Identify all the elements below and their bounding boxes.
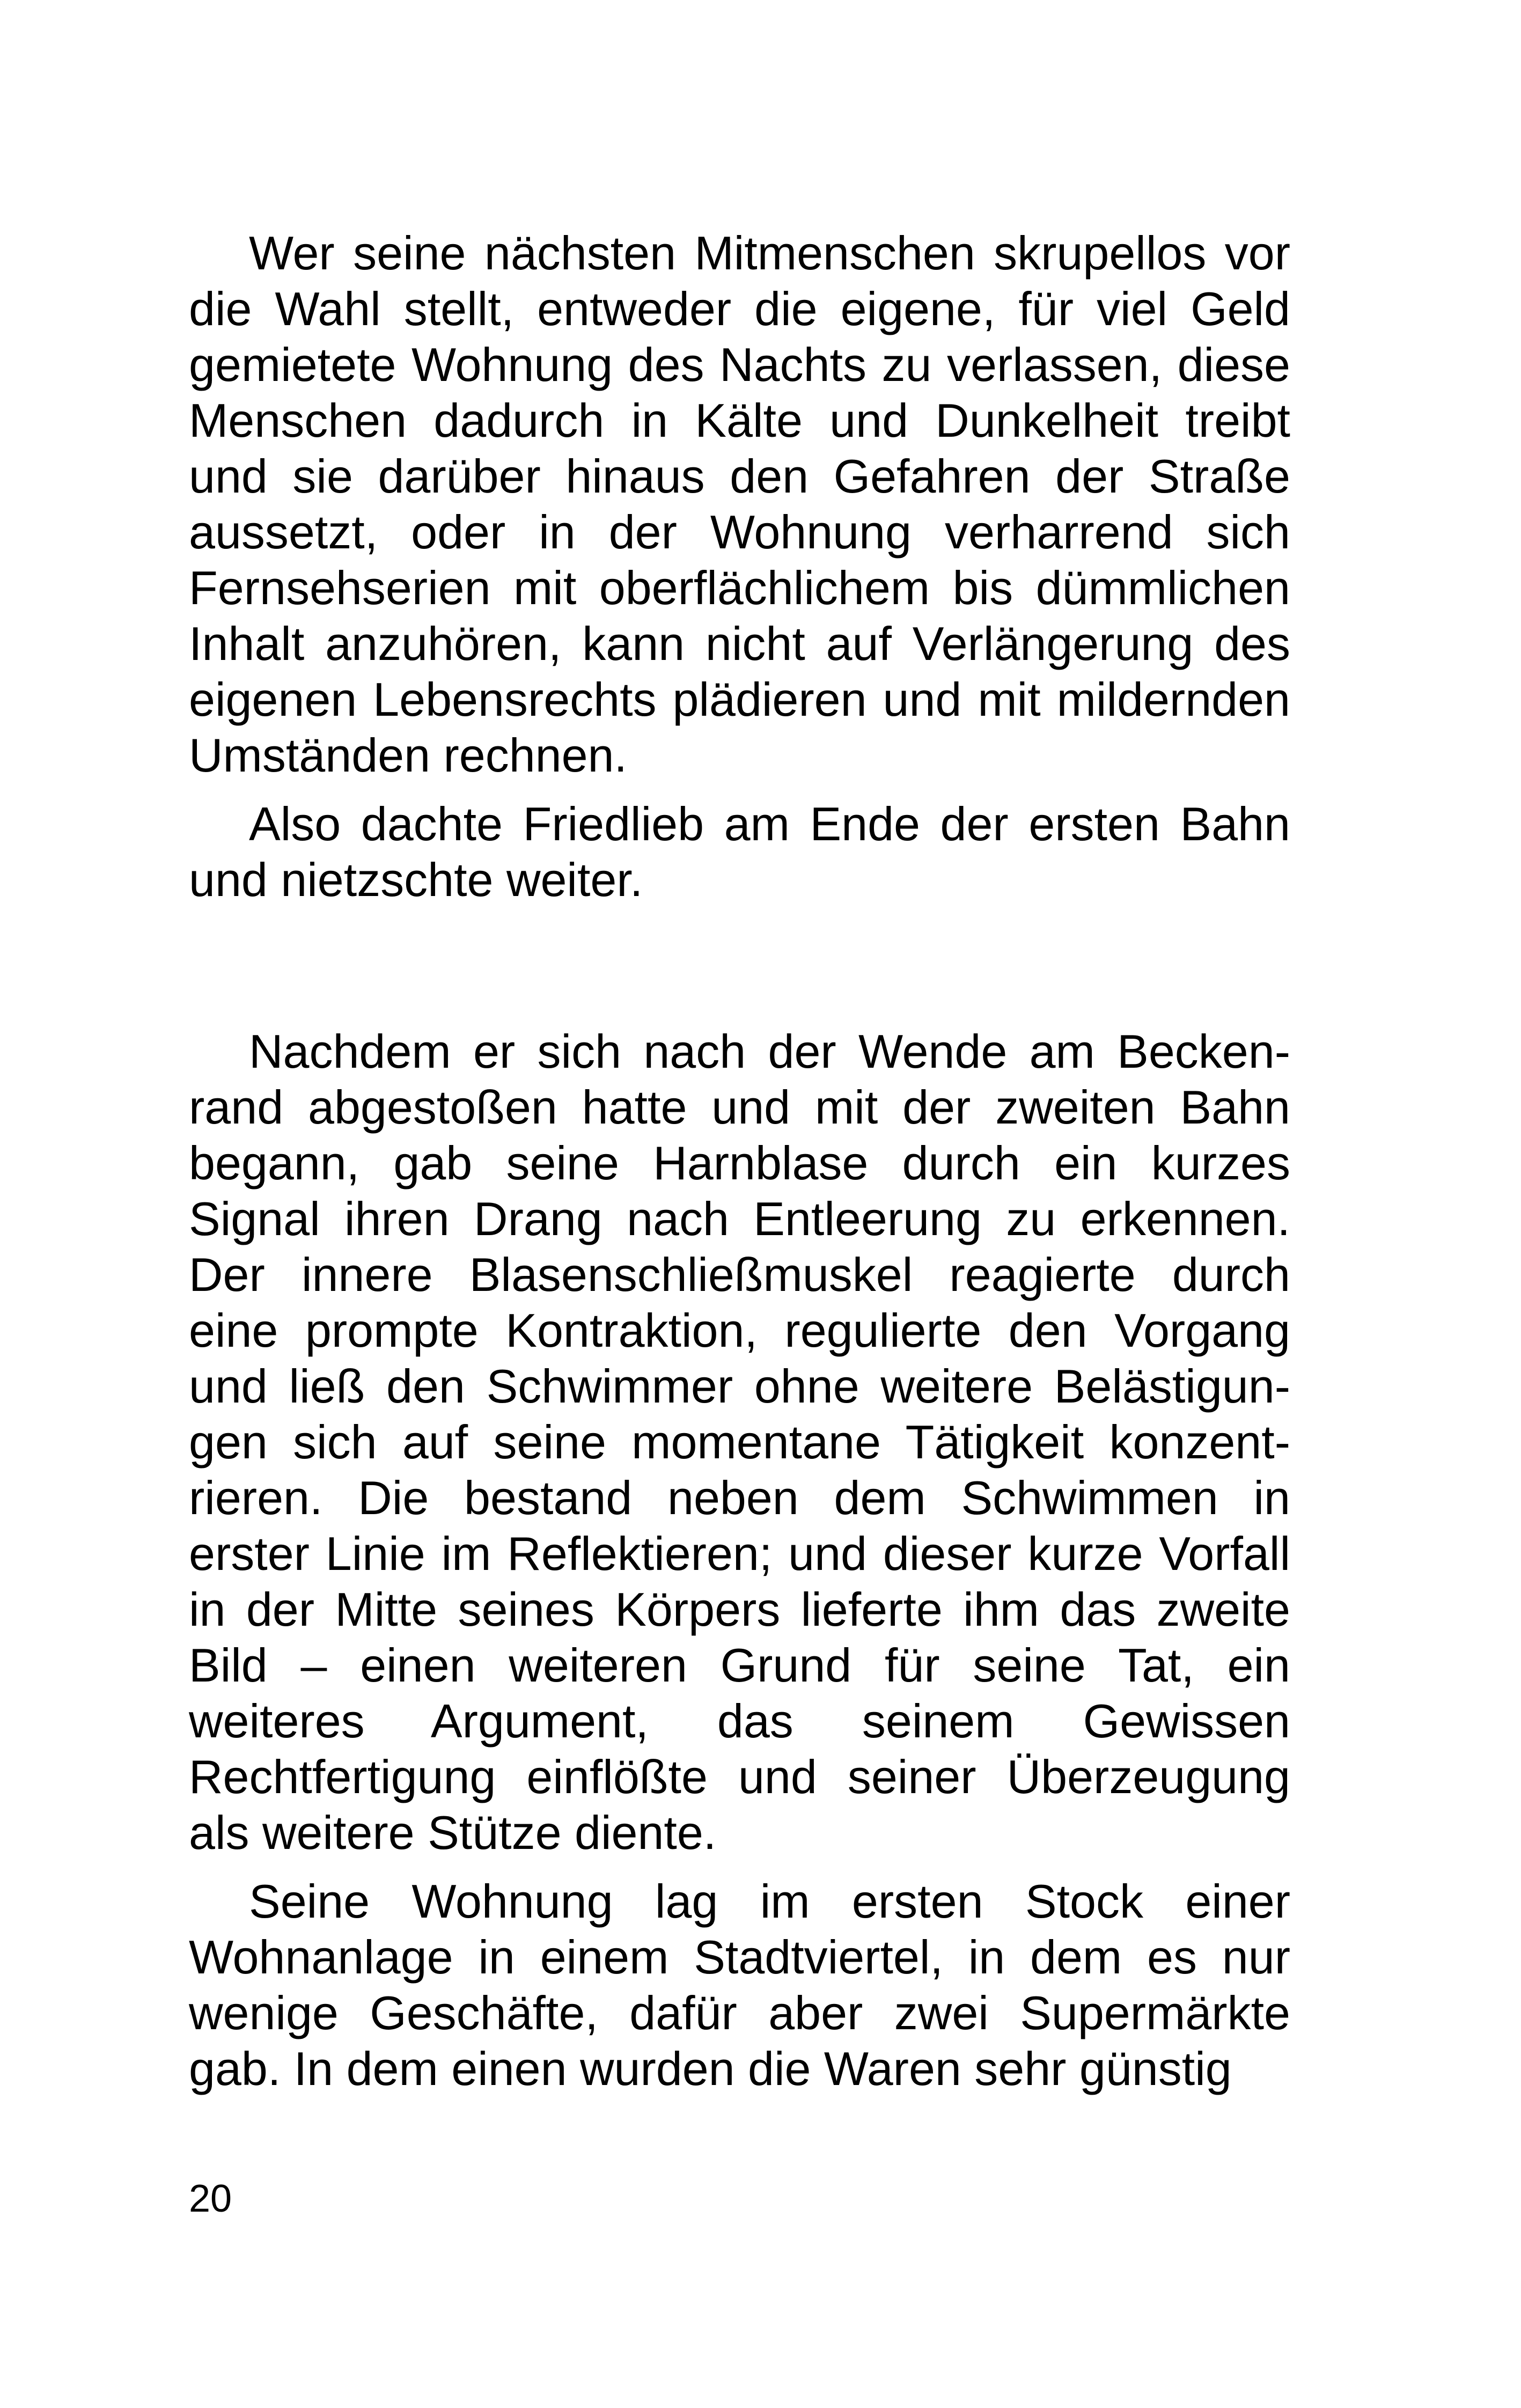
paragraph-spacer (189, 783, 1290, 796)
paragraph-1: Wer seine nächsten Mitmenschen skrupellos vor die Wahl stellt, entweder die eigene, für viel Geld gemietete Wohnung des Nachts zu verlassen, diese Menschen dadurch in Kälte und Dunkelheit treibt und sie darüber hinaus den Gefahren der Straße aussetzt, oder in der Wohnung verharrend sich Fernsehserien mit oberflächlichem bis dümmlichen Inhalt anzuhören, kann nicht auf Verlängerung des eigenen Lebensrechts plädieren und mit mildernden Umständen rechnen. (189, 226, 1290, 782)
page-body (189, 225, 1290, 2097)
paragraph-spacer (189, 1861, 1290, 1874)
paragraph-3: Nachdem er sich nach der Wende am Beckenrand abgestoßen hatte und mit der zweiten Bahn begann, gab seine Harnblase durch ein kurzes Signal ihren Drang nach Entleerung zu erkennen. Der innere Blasenschließmuskel reagierte durch eine prompte Kontraktion, regulierte den Vorgang und ließ den Schwimmer ohne weitere Belästigungen sich auf seine momentane Tätigkeit konzentrieren. Die bestand neben dem Schwimmen in erster Linie im Reflektieren; und dieser kurze Vorfall in der Mitte seines Körpers lieferte ihm das zweite Bild – einen weiteren Grund für seine Tat, ein weiteres Argument, das seinem Gewissen Rechtfertigung einflößte und seiner Überzeugung als weitere Stütze diente. (189, 1025, 1290, 1859)
section-break (189, 908, 1290, 1024)
paragraph-2: Also dachte Friedlieb am Ende der ersten Bahn und nietzschte weiter. (189, 797, 1290, 906)
page-number: 20 (189, 2177, 232, 2220)
paragraph-4: Seine Wohnung lag im ersten Stock einer Wohnanlage in einem Stadtviertel, in dem es nur wenige Geschäfte, dafür aber zwei Supermärkte gab. In dem einen wurden die Waren sehr günstig (189, 1875, 1290, 2095)
